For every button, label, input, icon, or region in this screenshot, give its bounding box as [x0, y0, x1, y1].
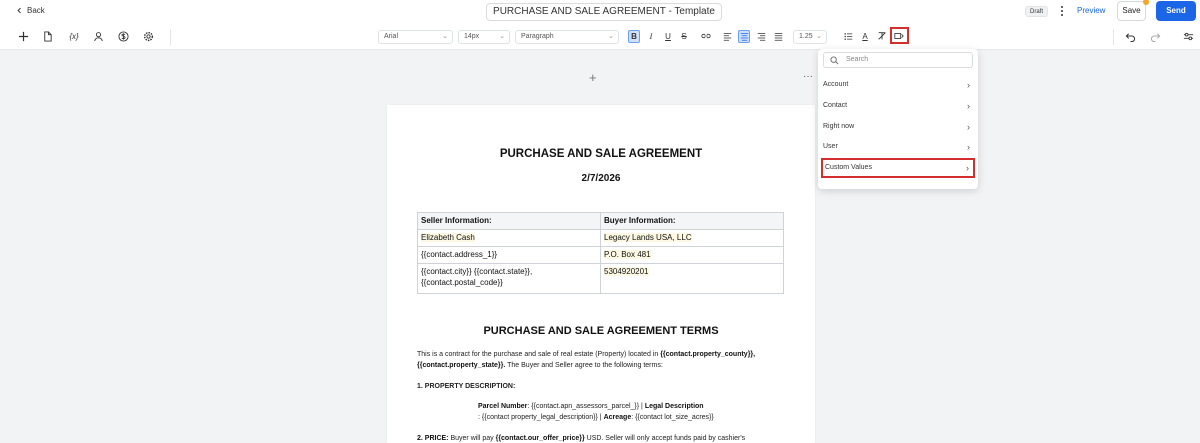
italic-button[interactable]: I	[649, 32, 653, 41]
price-text-2: USD. Seller will only accept funds paid by cashier's	[584, 435, 746, 442]
table-cell	[601, 264, 784, 294]
chevron-left-icon	[16, 7, 23, 14]
price-paragraph	[417, 433, 787, 443]
toolbar-divider	[1113, 29, 1114, 45]
document-date: 2/7/2026	[581, 173, 621, 184]
more-options-icon[interactable]	[1058, 4, 1066, 18]
save-button[interactable]: Save	[1117, 1, 1146, 21]
intro-paragraph	[417, 349, 787, 371]
back-button[interactable]	[16, 6, 45, 15]
user-icon[interactable]	[92, 30, 104, 42]
chevron-down-icon: ⌄	[608, 33, 614, 40]
chevron-down-icon: ⌄	[816, 33, 822, 40]
redo-icon[interactable]	[1149, 30, 1161, 42]
font-size-value: 14px	[464, 33, 480, 40]
dropdown-search-input[interactable]	[823, 52, 973, 68]
party-info-table	[417, 212, 784, 294]
chevron-down-icon: ⌄	[442, 33, 448, 40]
table-cell	[418, 230, 601, 247]
buyer-phone: 5304920201	[604, 267, 649, 276]
document-title-input[interactable]: PURCHASE AND SALE AGREEMENT - Template	[486, 3, 722, 21]
dropdown-item-label: Right now	[823, 123, 855, 130]
table-header-row	[418, 213, 784, 230]
section-1-heading: 1. PROPERTY DESCRIPTION:	[417, 383, 516, 390]
price-variable: {{contact.our_offer_price}}	[495, 435, 585, 442]
editor-toolbar	[0, 24, 1200, 50]
dropdown-item-label: Contact	[823, 102, 848, 109]
table-cell	[601, 247, 784, 264]
dropdown-item-label: Custom Values	[825, 164, 872, 171]
dropdown-item-contact[interactable]	[818, 96, 978, 116]
parcel-line	[450, 401, 790, 412]
bold-button[interactable]: B	[628, 30, 640, 43]
chevron-right-icon: ›	[967, 142, 970, 152]
unsaved-indicator-dot	[1143, 0, 1149, 5]
font-family-select[interactable]	[378, 30, 453, 44]
document-page[interactable]	[387, 105, 815, 443]
chevron-right-icon: ›	[966, 163, 969, 173]
toolbar-divider	[170, 29, 171, 45]
text-color-icon[interactable]: A	[862, 32, 868, 41]
acreage-label: Acreage	[603, 414, 632, 421]
dropdown-item-custom-values[interactable]	[821, 158, 975, 178]
font-family-value: Arial	[384, 33, 399, 40]
line-height-value: 1.25	[799, 33, 813, 40]
custom-values-highlight	[890, 27, 909, 44]
table-cell	[601, 230, 784, 247]
align-right-icon[interactable]	[755, 30, 767, 43]
chevron-right-icon: ›	[967, 80, 970, 90]
status-badge: Draft	[1025, 6, 1048, 17]
dollar-icon[interactable]	[117, 30, 129, 42]
legal-line	[450, 412, 790, 423]
dropdown-item-account[interactable]	[818, 75, 978, 95]
dropdown-item-label: User	[823, 143, 838, 150]
bullet-list-icon[interactable]	[842, 30, 854, 43]
seller-name: Elizabeth Cash	[421, 233, 475, 242]
align-center-icon[interactable]	[738, 30, 750, 43]
dropdown-item-right-now[interactable]	[818, 117, 978, 137]
dropdown-item-label: Account	[823, 81, 849, 88]
undo-icon[interactable]	[1124, 30, 1136, 42]
settings-sliders-icon[interactable]	[1182, 30, 1194, 42]
table-row	[418, 264, 784, 294]
clear-format-icon[interactable]	[876, 30, 888, 43]
table-cell: {{contact.address_1}}	[418, 247, 601, 264]
table-cell: {{contact.city}} {{contact.state}}, {{contact.postal_code}}	[418, 264, 601, 294]
variable-icon[interactable]: {x}	[69, 31, 79, 41]
table-row	[418, 230, 784, 247]
price-text: Buyer will pay	[448, 435, 496, 442]
strikethrough-button[interactable]: S	[681, 32, 687, 41]
send-button[interactable]: Send	[1156, 1, 1196, 21]
line-height-select[interactable]	[793, 30, 827, 44]
search-placeholder: Search	[846, 56, 869, 63]
chevron-down-icon: ⌄	[499, 33, 505, 40]
property-description	[450, 401, 790, 423]
block-style-value: Paragraph	[521, 33, 554, 40]
chevron-right-icon: ›	[967, 101, 970, 111]
county-variable: {{contact.property_county}},	[660, 351, 756, 358]
legal-value: : {{contact property_legal_description}} |	[478, 414, 602, 421]
gear-icon[interactable]	[142, 30, 154, 42]
intro-prefix: This is a contract for the purchase and sale of real estate (Property) located in	[417, 351, 661, 358]
underline-button[interactable]: U	[665, 32, 671, 41]
align-left-icon[interactable]	[721, 30, 733, 43]
add-block-icon[interactable]: +	[589, 70, 597, 85]
parcel-value: : {{contact.apn_assessors_parcel_}} |	[527, 403, 643, 410]
document-icon[interactable]	[41, 30, 53, 42]
parcel-label: Parcel Number	[478, 403, 528, 410]
intro-suffix: The Buyer and Seller agree to the following terms:	[505, 362, 663, 369]
table-header: Seller Information:	[418, 213, 601, 230]
more-options-icon[interactable]: ···	[803, 71, 813, 82]
chevron-right-icon: ›	[967, 122, 970, 132]
buyer-name: Legacy Lands USA, LLC	[604, 233, 692, 242]
back-label: Back	[27, 6, 45, 15]
dropdown-item-user[interactable]	[818, 137, 978, 157]
state-variable: {{contact.property_state}}.	[417, 362, 506, 369]
buyer-address: P.O. Box 481	[604, 250, 651, 259]
top-header	[0, 0, 1200, 24]
font-size-select[interactable]	[458, 30, 510, 44]
document-heading: PURCHASE AND SALE AGREEMENT	[499, 148, 703, 160]
price-label: 2. PRICE:	[417, 435, 449, 442]
search-icon	[830, 56, 839, 65]
align-justify-icon[interactable]	[772, 30, 784, 43]
link-icon[interactable]	[700, 30, 712, 43]
block-style-select[interactable]	[515, 30, 619, 44]
table-row	[418, 247, 784, 264]
custom-values-dropdown	[818, 49, 978, 189]
terms-heading: PURCHASE AND SALE AGREEMENT TERMS	[483, 325, 719, 337]
preview-button[interactable]: Preview	[1077, 6, 1106, 15]
add-element-icon[interactable]	[17, 30, 29, 42]
legal-label: Legal Description	[644, 403, 704, 410]
acreage-value: : {{contact lot_size_acres}}	[631, 414, 714, 421]
table-header: Buyer Information:	[601, 213, 784, 230]
